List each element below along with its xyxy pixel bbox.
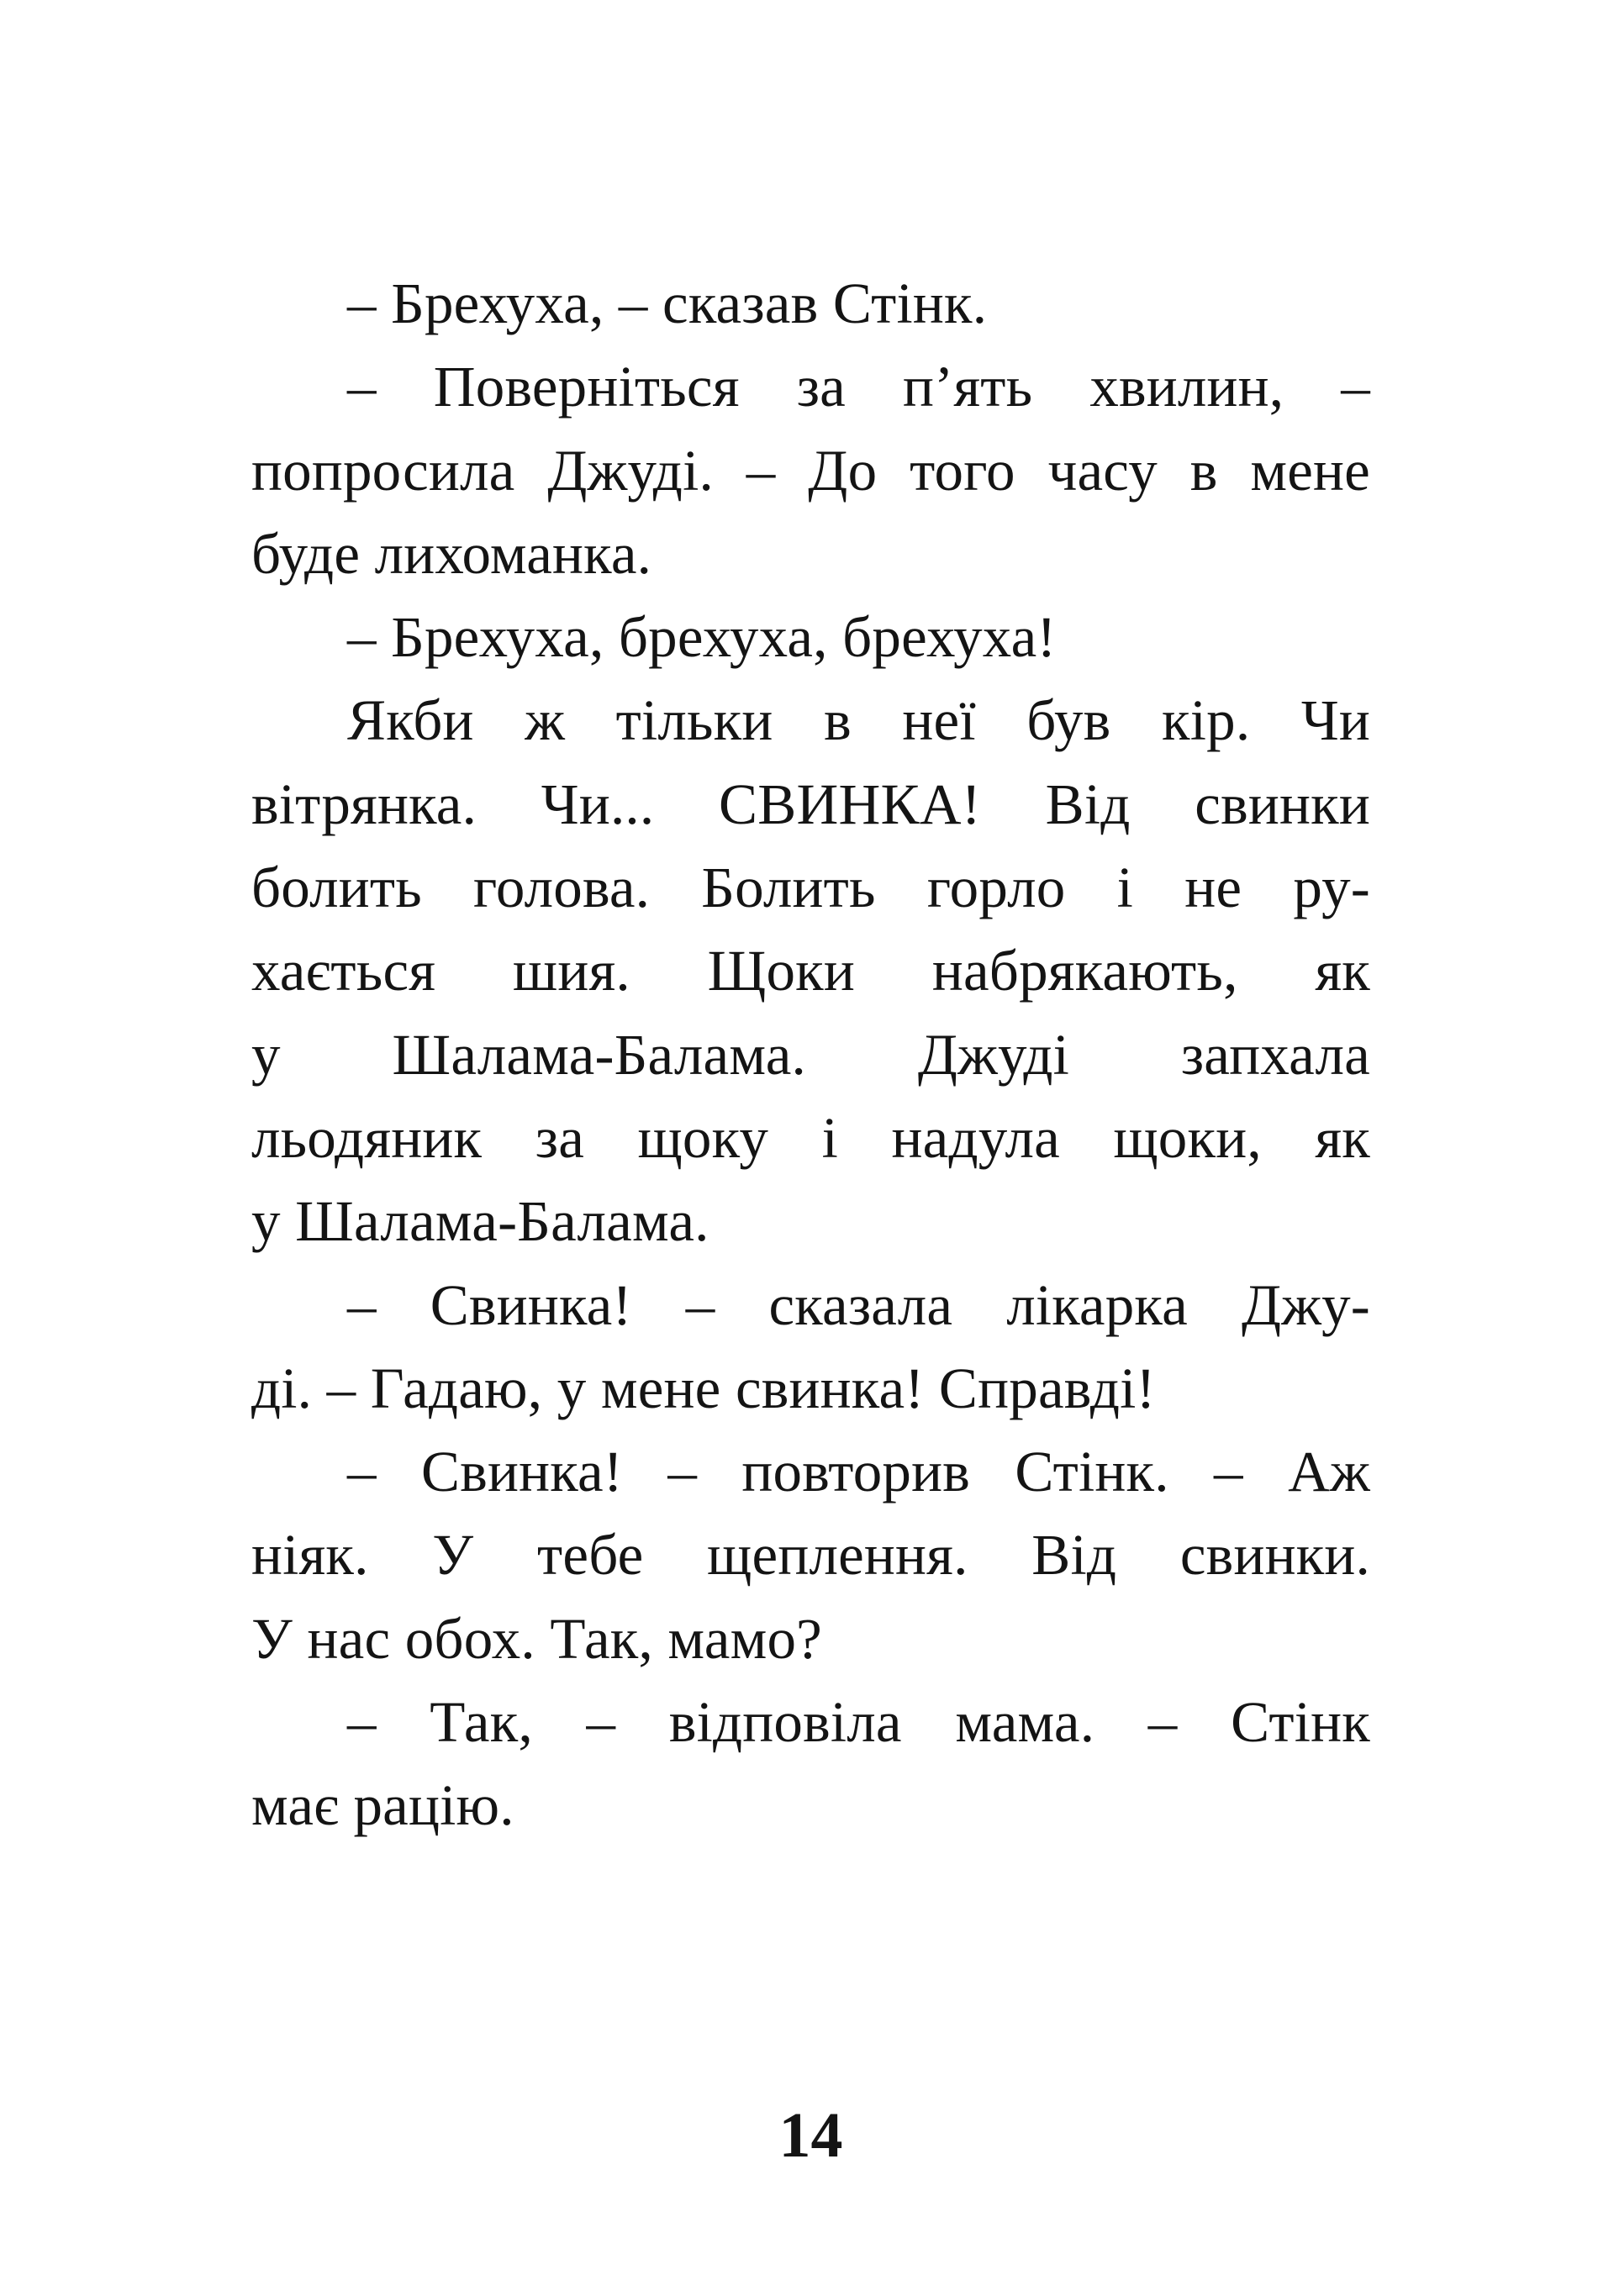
text-line: – Брехуха, – сказав Стінк. (347, 271, 988, 335)
text-line: ніяк. У тебе щеплення. Від свинки. (251, 1523, 1370, 1588)
text-line: попросила Джуді. – До того часу в мене (251, 438, 1370, 503)
paragraph (251, 1430, 1370, 1681)
text-line: – Брехуха, брехуха, брехуха! (347, 605, 1057, 670)
paragraph (251, 262, 1370, 345)
text-line: буде лихоманка. (251, 521, 652, 586)
text-line: у Шалама-Балама. (251, 1189, 709, 1254)
text-line: – Свинка! – повторив Стінк. – Аж (347, 1440, 1370, 1504)
text-line: хається шия. Щоки набрякають, як (251, 939, 1370, 1003)
text-line: у Шалама-Балама. Джуді запхала (251, 1022, 1370, 1087)
paragraph (251, 596, 1370, 679)
paragraph (251, 1264, 1370, 1431)
page-text (251, 262, 1370, 1848)
text-line: льодяник за щоку і надула щоки, як (251, 1105, 1370, 1170)
text-line: – Так, – відповіла мама. – Стінк (347, 1690, 1370, 1755)
text-line: має рацію. (251, 1773, 514, 1838)
paragraph (251, 1681, 1370, 1848)
text-line: – Поверніться за п’ять хвилин, – (347, 355, 1370, 419)
text-line: Якби ж тільки в неї був кір. Чи (347, 688, 1370, 753)
text-line: ді. – Гадаю, у мене свинка! Справді! (251, 1356, 1156, 1420)
page-number: 14 (778, 2100, 843, 2171)
text-line: вітрянка. Чи... СВИНКА! Від свинки (251, 771, 1370, 836)
text-line: – Свинка! – сказала лікарка Джу- (347, 1272, 1370, 1337)
text-line: болить голова. Болить горло і не ру- (251, 856, 1370, 920)
text-line: У нас обох. Так, мамо? (251, 1606, 823, 1671)
paragraph (251, 679, 1370, 1263)
paragraph (251, 345, 1370, 596)
